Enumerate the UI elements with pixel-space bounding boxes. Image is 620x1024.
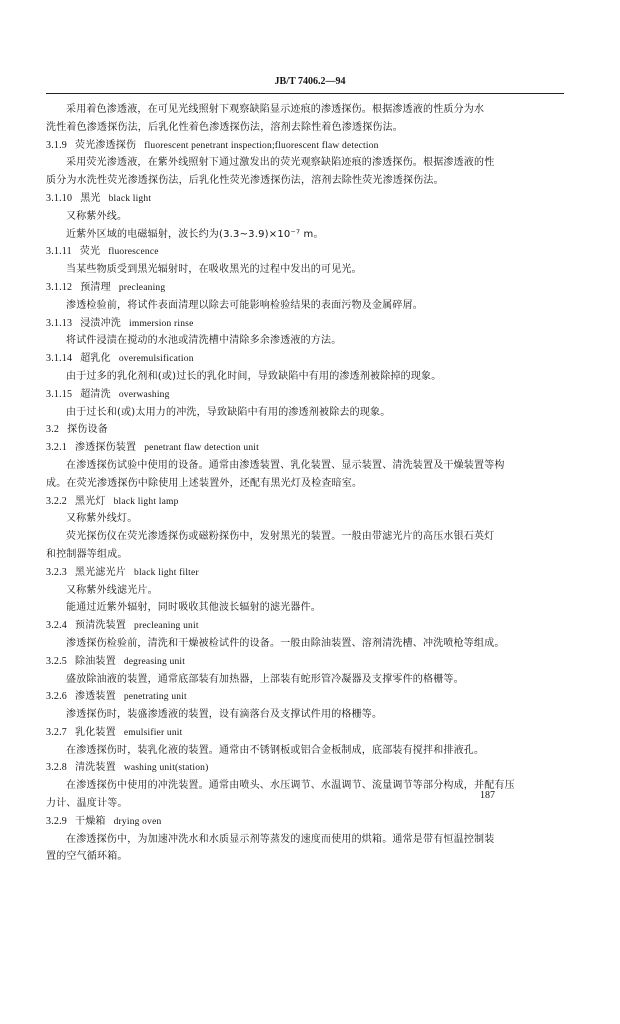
term-chinese: 荧光渗透探伤 bbox=[75, 139, 137, 151]
term-chinese: 渗透探伤装置 bbox=[75, 442, 137, 454]
term-english: degreasing unit bbox=[123, 656, 186, 667]
section-heading bbox=[46, 439, 568, 457]
text-line: 盛放除油液的装置，通常底部装有加热器，上部装有蛇形管冷凝器及支撑零件的格栅等。 bbox=[66, 673, 464, 685]
term-english: washing unit(station) bbox=[123, 763, 209, 774]
text-line: 在渗透探伤中使用的冲洗装置。通常由喷头、水压调节、水温调节、流量调节等部分构成，并配有压 bbox=[66, 780, 515, 792]
page-number: 187 bbox=[480, 790, 495, 801]
text-line: 在渗透探伤试验中使用的设备。通常由渗透装置、乳化装置、显示装置、清洗装置及干燥装置等构 bbox=[66, 459, 505, 471]
section-number: 3.1.11 bbox=[46, 246, 72, 258]
term-english: fluorescence bbox=[108, 247, 159, 258]
text-line: 荧光探伤仪在荧光渗透探伤或磁粉探伤中，发射黑光的装置。一般由带滤光片的高压水银石英灯 bbox=[66, 531, 495, 543]
section-number: 3.2.3 bbox=[46, 566, 67, 578]
text-line: 在渗透探伤中，为加速冲洗水和水质显示剂等蒸发的速度而使用的烘箱。通常是带有恒温控制装 bbox=[66, 833, 495, 845]
text-line: 采用着色渗透液，在可见光线照射下观察缺陷显示迹痕的渗透探伤。根据渗透液的性质分为水 bbox=[66, 104, 485, 115]
text-line: 渗透探伤检验前，清洗和干燥被检试件的设备。一般由除油装置、溶剂清洗槽、冲洗喷枪等组成。 bbox=[66, 637, 505, 649]
section-number: 3.2.5 bbox=[46, 655, 67, 667]
section-heading bbox=[46, 617, 568, 635]
section-number: 3.2.8 bbox=[46, 762, 67, 774]
section-heading bbox=[46, 653, 568, 671]
text-line: 又称紫外线滤光片。 bbox=[66, 584, 158, 596]
text-line: 力计、温度计等。 bbox=[46, 798, 128, 810]
term-english: fluorescent penetrant inspection;fluorescent flaw detection bbox=[144, 140, 379, 151]
section-heading bbox=[46, 813, 568, 831]
text-line: 渗透探伤时，装盛渗透液的装置，设有滴落台及支撑试件用的格栅等。 bbox=[66, 709, 383, 721]
text-line: 将试件浸渍在搅动的水池或清洗槽中清除多余渗透液的方法。 bbox=[66, 335, 342, 347]
term-chinese: 渗透装置 bbox=[75, 691, 116, 703]
term-chinese: 超清洗 bbox=[80, 388, 111, 400]
section-number: 3.1.13 bbox=[46, 317, 73, 329]
section-heading bbox=[46, 386, 568, 404]
section-number: 3.1.14 bbox=[46, 353, 73, 365]
text-line: 由于过多的乳化剂和(或)过长的乳化时间，导致缺陷中有用的渗透剂被除掉的现象。 bbox=[66, 370, 442, 382]
term-chinese: 黑光 bbox=[80, 192, 101, 204]
text-line: 能通过近紫外辐射，同时吸收其他波长辐射的滤光器件。 bbox=[66, 602, 321, 614]
term-chinese: 乳化装置 bbox=[75, 726, 116, 738]
term-chinese: 预清洗装置 bbox=[75, 620, 126, 632]
section-heading bbox=[46, 190, 568, 208]
term-english: overemulsification bbox=[118, 354, 194, 365]
section-heading bbox=[46, 564, 568, 582]
section-heading bbox=[46, 724, 568, 742]
term-chinese: 荧光 bbox=[79, 246, 101, 258]
section-number: 3.2.4 bbox=[46, 620, 67, 632]
term-english: black light bbox=[108, 193, 152, 204]
section-number: 3.2.2 bbox=[46, 495, 67, 507]
term-chinese: 浸渍冲洗 bbox=[80, 317, 122, 329]
section-heading bbox=[46, 350, 568, 368]
section-number: 3.2.1 bbox=[46, 442, 67, 454]
term-chinese: 探伤设备 bbox=[67, 424, 108, 436]
term-english: precleaning bbox=[118, 282, 166, 293]
term-english: black light filter bbox=[134, 567, 199, 578]
section-heading bbox=[46, 493, 568, 511]
term-chinese: 黑光滤光片 bbox=[75, 566, 126, 578]
text-line: 采用荧光渗透液，在紫外线照射下通过激发出的荧光观察缺陷迹痕的渗透探伤。根据渗透液的性 bbox=[66, 157, 495, 169]
section-heading bbox=[46, 688, 568, 706]
text-line: 置的空气循环箱。 bbox=[46, 851, 128, 863]
section-heading bbox=[46, 243, 568, 261]
text-line: 洗性着色渗透探伤法，后乳化性着色渗透探伤法，溶剂去除性着色渗透探伤法。 bbox=[46, 121, 403, 133]
section-heading bbox=[46, 759, 568, 777]
section-number: 3.1.12 bbox=[46, 281, 73, 293]
section-number: 3.2.6 bbox=[46, 691, 67, 703]
term-english: drying oven bbox=[113, 816, 162, 827]
term-english: overwashing bbox=[118, 389, 170, 400]
term-english: immersion rinse bbox=[129, 318, 194, 329]
text-line: 当某些物质受到黑光辐射时，在吸收黑光的过程中发出的可见光。 bbox=[66, 264, 362, 276]
term-chinese: 超乳化 bbox=[80, 353, 111, 365]
section-heading bbox=[46, 279, 568, 297]
body-text bbox=[46, 101, 568, 866]
term-english: penetrating unit bbox=[123, 692, 187, 703]
text-line: 又称紫外线灯。 bbox=[66, 513, 138, 525]
section-number: 3.2 bbox=[46, 424, 60, 436]
term-chinese: 黑光灯 bbox=[75, 495, 106, 507]
text-line: 成。在荧光渗透探伤中除使用上述装置外，还配有黑光灯及检查暗室。 bbox=[46, 477, 363, 489]
standard-header: JB/T 7406.2—94 bbox=[274, 76, 346, 87]
term-english: black light lamp bbox=[113, 496, 179, 507]
section-number: 3.2.9 bbox=[46, 815, 67, 827]
text-line: 渗透检验前，将试件表面清理以除去可能影响检验结果的表面污物及金属碎屑。 bbox=[66, 299, 423, 311]
text-line: 近紫外区域的电磁辐射，波长约为(3.3~3.9)×10⁻⁷ m。 bbox=[66, 228, 324, 240]
term-chinese: 预清理 bbox=[80, 281, 111, 293]
term-english: emulsifier unit bbox=[123, 727, 183, 738]
text-line: 又称紫外线。 bbox=[66, 210, 128, 222]
section-heading bbox=[46, 137, 568, 155]
section-heading bbox=[46, 421, 568, 439]
text-line: 在渗透探伤时，装乳化液的装置。通常由不锈钢板或铝合金板制成，底部装有搅拌和排液孔。 bbox=[66, 744, 485, 756]
term-english: penetrant flaw detection unit bbox=[144, 443, 259, 454]
text-line: 质分为水洗性荧光渗透探伤法，后乳化性荧光渗透探伤法，溶剂去除性荧光渗透探伤法。 bbox=[46, 175, 444, 187]
section-number: 3.1.10 bbox=[46, 192, 73, 204]
term-chinese: 除油装置 bbox=[75, 655, 116, 667]
term-chinese: 干燥箱 bbox=[75, 815, 106, 827]
text-line: 由于过长和(或)太用力的冲洗，导致缺陷中有用的渗透剂被除去的现象。 bbox=[66, 406, 391, 418]
section-number: 3.1.15 bbox=[46, 388, 73, 400]
section-number: 3.1.9 bbox=[46, 139, 67, 151]
header-rule bbox=[46, 93, 564, 94]
section-heading bbox=[46, 315, 568, 333]
text-line: 和控制器等组成。 bbox=[46, 548, 128, 560]
term-english: precleaning unit bbox=[134, 621, 199, 632]
term-chinese: 清洗装置 bbox=[75, 762, 116, 774]
section-number: 3.2.7 bbox=[46, 726, 67, 738]
